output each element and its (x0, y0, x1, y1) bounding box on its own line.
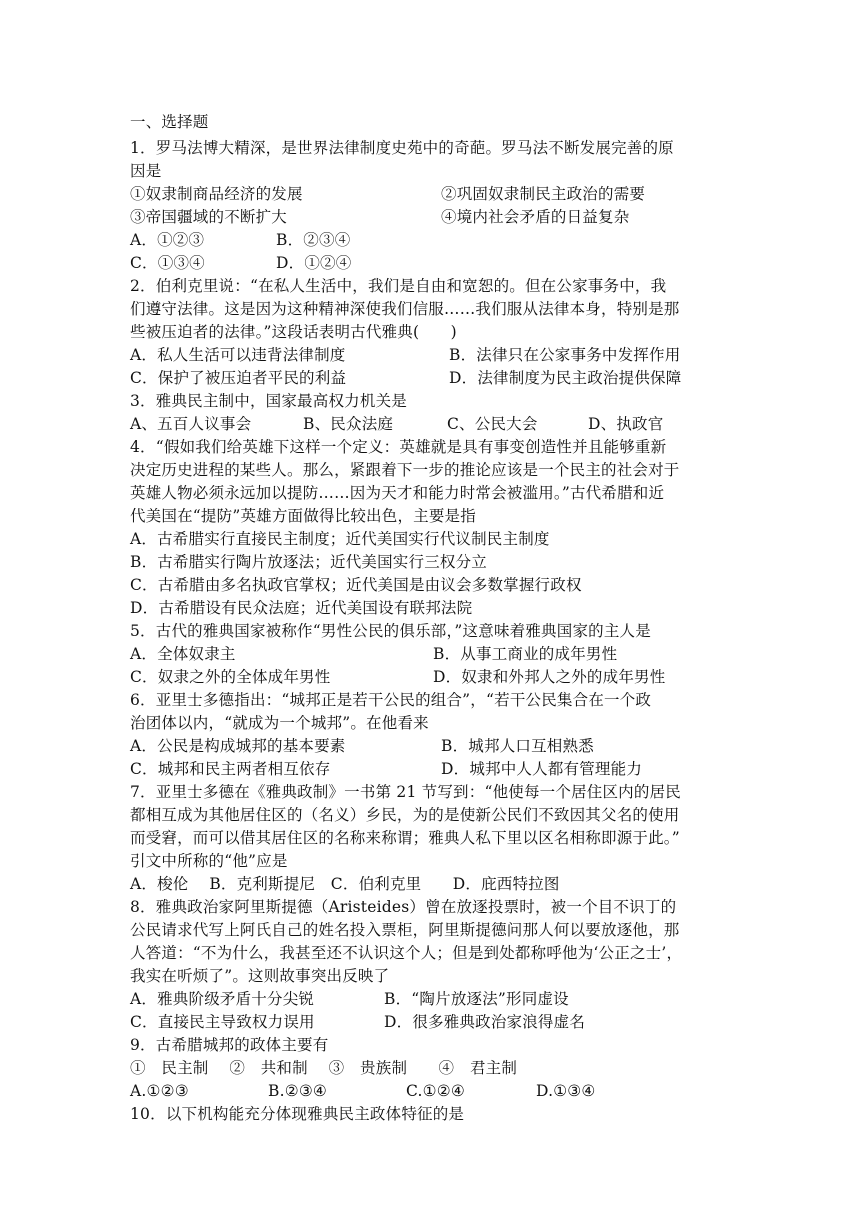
q1-stem-line2: 因是 (130, 162, 162, 180)
q4-option-a: A．古希腊实行直接民主制度；近代美国实行代议制民主制度 (130, 530, 550, 548)
q5-stem: 5．古代的雅典国家被称作“男性公民的俱乐部，”这意味着雅典国家的主人是 (130, 622, 651, 640)
q10-stem: 10．以下机构能充分体现雅典民主政体特征的是 (130, 1105, 465, 1123)
q9-option-b: B.②③④ (268, 1082, 328, 1100)
q9-items: ① 民主制 ② 共和制 ③ 贵族制 ④ 君主制 (130, 1059, 518, 1077)
q6-stem-line2: 治团体以内，“就成为一个城邦”。在他看来 (130, 714, 429, 732)
q3-option-b: B、民众法庭 (303, 415, 394, 433)
q1-option-b: B．②③④ (276, 231, 351, 249)
q8-stem-line1: 8．雅典政治家阿里斯提德（Aristeides）曾在放逐投票时，被一个目不识丁的 (130, 898, 677, 916)
q4-stem-line3: 英雄人物必须永远加以提防……因为天才和能力时常会被滥用。”古代希腊和近 (130, 484, 665, 502)
q6-option-c: C．城邦和民主两者相互依存 (130, 760, 331, 778)
q7-stem-line1: 7．亚里士多德在《雅典政制》一书第 21 节写到：“他使每一个居住区内的居民 (130, 783, 681, 801)
q8-stem-line4: 我实在听烦了”。这则故事突出反映了 (130, 967, 390, 985)
q7-stem-line2: 都相互成为其他居住区的（名义）乡民，为的是使新公民们不致因其父名的使用 (130, 806, 680, 824)
q4-option-b: B．古希腊实行陶片放逐法；近代美国实行三权分立 (130, 553, 487, 571)
q9-option-d: D.①③④ (536, 1082, 596, 1100)
q2-stem-line1: 2．伯利克里说：“在私人生活中，我们是自由和宽恕的。但在公家事务中，我 (130, 277, 667, 295)
q8-option-a: A．雅典阶级矛盾十分尖锐 (130, 990, 315, 1008)
q1-item-4: ④境内社会矛盾的日益复杂 (441, 208, 630, 226)
q1-stem-line1: 1．罗马法博大精深，是世界法律制度史苑中的奇葩。罗马法不断发展完善的原 (130, 139, 674, 157)
q4-option-c: C．古希腊由多名执政官掌权；近代美国是由议会多数掌握行政权 (130, 576, 582, 594)
q8-option-c: C．直接民主导致权力误用 (130, 1013, 315, 1031)
q5-option-c: C．奴隶之外的全体成年男性 (130, 668, 331, 686)
q2-option-b: B．法律只在公家事务中发挥作用 (449, 346, 681, 364)
q5-option-b: B．从事工商业的成年男性 (433, 645, 618, 663)
q1-option-d: D．①②④ (276, 254, 352, 272)
q8-stem-line3: 人答道：“不为什么，我甚至还不认识这个人；但是到处都称呼他为‘公正之士’， (130, 944, 683, 962)
q3-option-a: A、五百人议事会 (130, 415, 252, 433)
q4-stem-line2: 决定历史进程的某些人。那么，紧跟着下一步的推论应该是一个民主的社会对于 (130, 461, 680, 479)
q1-option-c: C．①③④ (130, 254, 205, 272)
q1-item-2: ②巩固奴隶制民主政治的需要 (441, 185, 646, 203)
q9-option-a: A.①②③ (130, 1082, 189, 1100)
q7-stem-line3: 而受窘，而可以借其居住区的名称来称谓；雅典人私下里以区名相称即源于此。” (130, 829, 680, 847)
q1-item-1: ①奴隶制商品经济的发展 (130, 185, 303, 203)
q7-options: A．梭伦 B．克利斯提尼 C．伯利克里 D．庇西特拉图 (130, 875, 560, 893)
q2-option-c: C．保护了被压迫者平民的利益 (130, 369, 347, 387)
q2-stem-line2: 们遵守法律。这是因为这种精神深使我们信服……我们服从法律本身，特别是那 (130, 300, 680, 318)
q9-option-c: C.①②④ (406, 1082, 465, 1100)
q2-option-d: D．法律制度为民主政治提供保障 (449, 369, 682, 387)
q2-option-a: A．私人生活可以违背法律制度 (130, 346, 346, 364)
q7-stem-line4: 引文中所称的“他”应是 (130, 852, 288, 870)
q4-option-d: D．古希腊设有民众法庭；近代美国设有联邦法院 (130, 599, 473, 617)
q9-stem: 9．古希腊城邦的政体主要有 (130, 1036, 329, 1054)
q6-option-b: B．城邦人口互相熟悉 (441, 737, 594, 755)
q6-option-d: D．城邦中人人都有管理能力 (441, 760, 643, 778)
q5-option-d: D．奴隶和外邦人之外的成年男性 (433, 668, 666, 686)
q3-option-c: C、公民大会 (447, 415, 538, 433)
q6-option-a: A．公民是构成城邦的基本要素 (130, 737, 346, 755)
q2-stem-line3: 些被压迫者的法律。”这段话表明古代雅典( ) (130, 323, 457, 341)
section-title: 一、选择题 (130, 113, 209, 131)
q1-item-3: ③帝国疆域的不断扩大 (130, 208, 288, 226)
q4-stem-line4: 代美国在“提防”英雄方面做得比较出色，主要是指 (130, 507, 476, 525)
q1-option-a: A．①②③ (130, 231, 205, 249)
q3-option-d: D、执政官 (588, 415, 664, 433)
q4-stem-line1: 4．“假如我们给英雄下这样一个定义：英雄就是具有事变创造性并且能够重新 (130, 438, 667, 456)
q3-stem: 3．雅典民主制中，国家最高权力机关是 (130, 392, 407, 410)
q8-option-b: B．“陶片放逐法”形同虚设 (384, 990, 569, 1008)
q8-stem-line2: 公民请求代写上阿氏自己的姓名投入票柜，阿里斯提德问那人何以要放逐他，那 (130, 921, 680, 939)
q5-option-a: A．全体奴隶主 (130, 645, 236, 663)
q6-stem-line1: 6．亚里士多德指出：“城邦正是若干公民的组合”，“若干公民集合在一个政 (130, 691, 652, 709)
q8-option-d: D．很多雅典政治家浪得虚名 (384, 1013, 586, 1031)
